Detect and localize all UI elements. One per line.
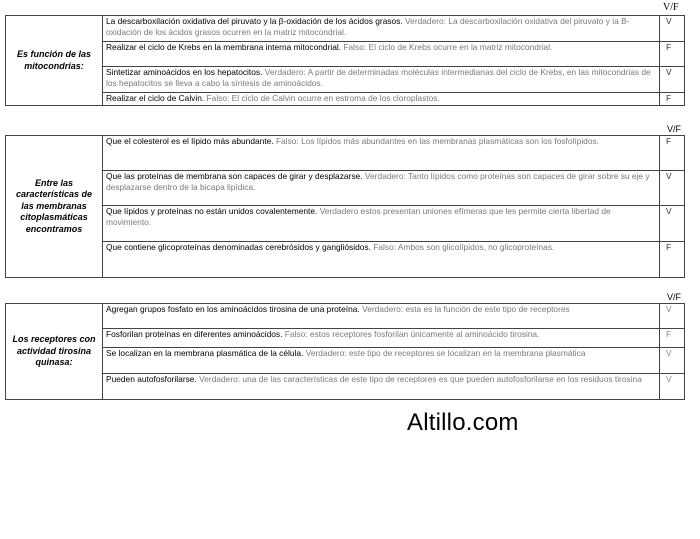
question-table-mitocondrias — [5, 15, 685, 106]
answer-cell: V — [660, 206, 685, 242]
explanation-text: Falso: Ambos son glicolípidos, no glicoproteínas. — [373, 242, 555, 252]
answer-cell: F — [660, 329, 685, 348]
statement-text: Que contiene glicoproteínas denominadas cerebrósidos y gangliósidos. — [106, 242, 371, 252]
statement-text: Pueden autofosforilarse. — [106, 374, 197, 384]
statement-text: Que lípidos y proteínas no están unidos covalentemente. — [106, 206, 318, 216]
topic-label: Entre las características de las membranas citoplasmáticas encontramos — [6, 136, 103, 278]
statement-text: Sintetizar aminoácidos en los hepatocitos. — [106, 67, 263, 77]
explanation-text: Verdadero: Tanto lípidos como proteínas son capaces de girar sobre su eje y desplazarse dentro de la bicapa lipídica. — [106, 171, 650, 192]
statement-cell — [103, 136, 660, 171]
statement-cell — [103, 374, 660, 400]
site-logo-text: Altillo.com — [407, 409, 519, 436]
explanation-text: Verdadero estos presentan uniones efímeras que les permite cierta libertad de movimiento. — [106, 206, 611, 227]
explanation-text: Verdadero: este tipo de receptores se localizan en la membrana plasmática — [305, 348, 586, 358]
explanation-text: Falso: estos receptores fosforilan únicamente al aminoácido tirosina. — [284, 329, 540, 339]
answer-cell: V — [660, 171, 685, 206]
answer-cell: V — [660, 374, 685, 400]
statement-text: Fosforilan proteínas en diferentes aminoácidos. — [106, 329, 283, 339]
vf-column-header: V/F — [667, 292, 682, 302]
answer-cell: V — [660, 304, 685, 329]
explanation-text: Verdadero: esta es la función de este tipo de receptores — [362, 304, 570, 314]
explanation-text: Verdadero: La descarboxilación oxidativa del piruvato y la B-oxidación de los ácidos grasos ocurren en la matriz mitocondrial. — [106, 16, 630, 37]
statement-text: Que el colesterol es el lípido más abundante. — [106, 136, 274, 146]
statement-cell — [103, 242, 660, 278]
statement-cell — [103, 304, 660, 329]
statement-cell — [103, 348, 660, 374]
answer-cell: V — [660, 16, 685, 42]
answer-cell: F — [660, 42, 685, 67]
explanation-text: Falso: Los lípidos más abundantes en las membranas plasmáticas son los fosfolípidos. — [275, 136, 600, 146]
statement-text: La descarboxilación oxidativa del piruvato y la β-oxidación de los ácidos grasos. — [106, 16, 403, 26]
explanation-text: Falso: El ciclo de Krebs ocurre en la matriz mitocondrial. — [343, 42, 553, 52]
statement-cell — [103, 206, 660, 242]
answer-cell: F — [660, 242, 685, 278]
statement-text: Se localizan en la membrana plasmática de la célula. — [106, 348, 304, 358]
question-table-membranas — [5, 135, 685, 278]
statement-cell — [103, 42, 660, 67]
statement-cell — [103, 329, 660, 348]
vf-column-header: V/F — [667, 124, 682, 134]
statement-cell — [103, 16, 660, 42]
topic-label: Los receptores con actividad tirosina quinasa: — [6, 304, 103, 400]
explanation-text: Falso: El ciclo de Calvin ocurre en estroma de los cloroplastos. — [206, 93, 440, 103]
statement-cell — [103, 67, 660, 93]
vf-column-header: V/F — [663, 2, 679, 13]
statement-cell — [103, 93, 660, 106]
topic-label: Es función de las mitocondrias: — [6, 16, 103, 106]
answer-cell: V — [660, 67, 685, 93]
statement-text: Agregan grupos fosfato en los aminoácidos tirosina de una proteína. — [106, 304, 360, 314]
statement-cell — [103, 171, 660, 206]
statement-text: Que las proteínas de membrana son capaces de girar y desplazarse. — [106, 171, 363, 181]
explanation-text: Verdadero: A partir de determinadas moléculas intermedianas del ciclo de Krebs, en las mitocondrias de los hepatocitos se lleva a cabo la síntesis de aminoácidos. — [106, 67, 651, 88]
answer-cell: F — [660, 93, 685, 106]
statement-text: Realizar el ciclo de Calvin. — [106, 93, 205, 103]
explanation-text: Verdadero: una de las características de este tipo de receptores es que pueden autofosforilarse en los residuos tirosina — [199, 374, 642, 384]
question-table-receptores — [5, 303, 685, 400]
answer-cell: V — [660, 348, 685, 374]
statement-text: Realizar el ciclo de Krebs en la membrana interna mitocondrial. — [106, 42, 342, 52]
answer-cell: F — [660, 136, 685, 171]
